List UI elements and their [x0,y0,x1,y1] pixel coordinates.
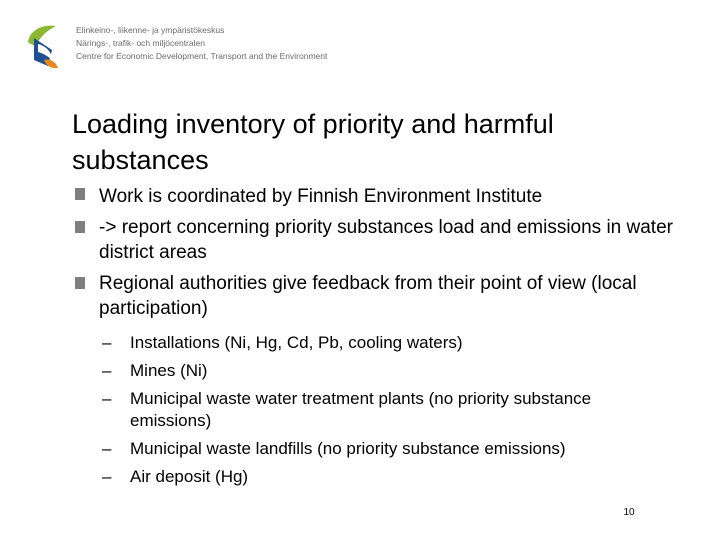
ely-logo-icon [22,20,72,70]
slide-title: Loading inventory of priority and harmful substances [72,109,554,175]
square-bullet-icon [75,221,85,233]
sub-bullet-item [102,466,662,488]
dash-bullet-icon: – [102,361,112,380]
sub-bullet-text: Municipal waste landfills (no priority substance emissions) [130,439,566,458]
sub-bullet-item [102,360,662,382]
bullet-item [72,271,682,321]
bullet-text: -> report concerning priority substances load and emissions in water district areas [99,217,673,263]
square-bullet-icon [75,277,85,289]
bullet-list [72,182,682,321]
logo-line-english: Centre for Economic Development, Transport and the Environment [76,51,328,61]
organization-logo [22,20,332,70]
sub-bullet-text: Air deposit (Hg) [130,467,249,486]
logo-wordmark [76,24,327,63]
dash-bullet-icon: – [102,439,112,458]
bullet-item [72,215,682,265]
sub-bullet-text: Mines (Ni) [130,361,208,380]
bullet-text: Work is coordinated by Finnish Environment Institute [99,186,543,207]
dash-bullet-icon: – [102,467,112,486]
dash-bullet-icon: – [102,389,112,408]
page-number: 10 [623,507,635,518]
sub-bullet-list [102,332,662,494]
square-bullet-icon [75,188,85,200]
bullet-text: Regional authorities give feedback from their point of view (local participation) [99,273,637,319]
sub-bullet-text: Installations (Ni, Hg, Cd, Pb, cooling waters) [130,333,463,352]
logo-line-swedish: Närings-, trafik- och miljöcentralen [76,38,205,48]
dash-bullet-icon: – [102,333,112,352]
bullet-item [72,182,682,211]
sub-bullet-item [102,388,662,432]
sub-bullet-item [102,438,662,460]
sub-bullet-item [102,332,662,354]
sub-bullet-text: Municipal waste water treatment plants (no priority substance emissions) [130,389,592,430]
logo-line-finnish: Elinkeino-, liikenne- ja ympäristökeskus [76,25,225,35]
